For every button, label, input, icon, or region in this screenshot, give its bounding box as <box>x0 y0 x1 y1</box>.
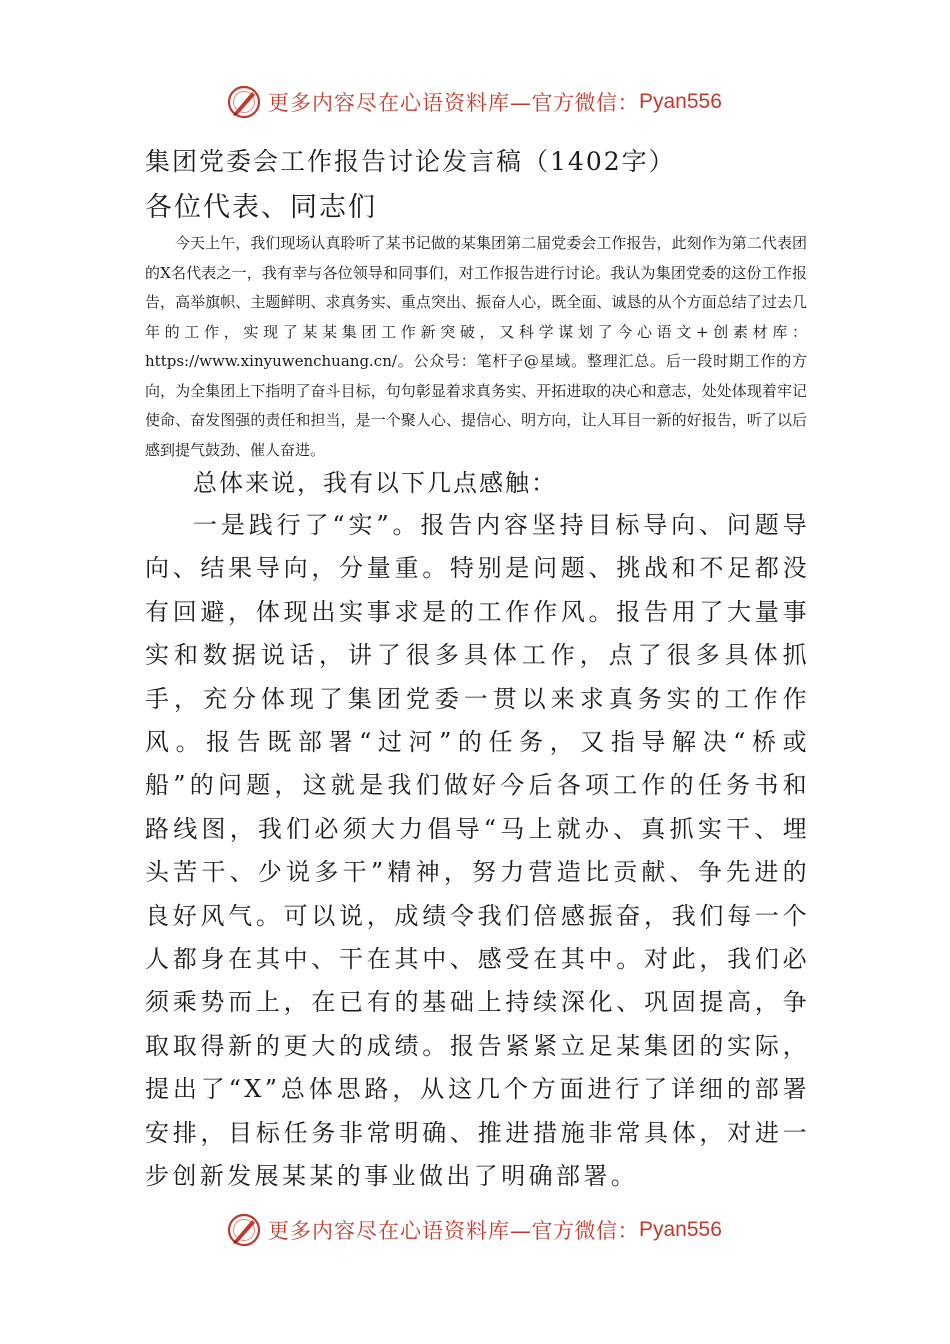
header-banner <box>226 82 722 122</box>
banner-wechat-id: Pyan556 <box>639 1218 722 1241</box>
lead-sentence: 总体来说，我有以下几点感触： <box>193 469 557 497</box>
banner-official-label: —官方微信： <box>510 1219 639 1243</box>
banner-tagline: 更多内容尽在心语资料库 <box>268 91 510 115</box>
point-one-paragraph: 一是践行了“实”。报告内容坚持目标导向、问题导向、结果导向，分量重。特别是问题、挑战和不足都没有回避，体现出实事求是的工作作风。报告用了大量事实和数据说话，讲了很多具体工作，点了很多具体抓手，充分体现了集团党委一贯以来求真务实的工作作风。报告既部署“过河”的任务，又指导解决“桥或船”的问题，这就是我们做好今后各项工作的任务书和路线图，我们必须大力倡导“马上就办、真抓实干、埋头苦干、少说多干”精神，努力营造比贡献、争先进的良好风气。可以说，成绩令我们倍感振奋，我们每一个人都身在其中、干在其中、感受在其中。对此，我们必须乘势而上，在已有的基础上持续深化、巩固提高，争取取得新的更大的成绩。报告紧紧立足某集团的实际，提出了“X”总体思路，从这几个方面进行了详细的部署安排，目标任务非常明确、推进措施非常具体，对进一步创新发展某某的事业做出了明确部署。 <box>145 511 810 1191</box>
document-title: 集团党委会工作报告讨论发言稿（1402字） <box>145 147 676 176</box>
banner-official-label: —官方微信： <box>510 91 639 115</box>
pen-logo-icon <box>226 84 262 120</box>
banner-wechat-id: Pyan556 <box>639 90 722 113</box>
footer-banner <box>226 1210 722 1250</box>
banner-tagline: 更多内容尽在心语资料库 <box>268 1219 510 1243</box>
pen-logo-icon <box>226 1212 262 1248</box>
salutation: 各位代表、同志们 <box>145 192 377 223</box>
intro-paragraph: 今天上午，我们现场认真聆听了某书记做的某集团第二届党委会工作报告，此刻作为第二代表团的X名代表之一，我有幸与各位领导和同事们，对工作报告进行讨论。我认为集团党委的这份工作报告，高举旗帜、主题鲜明、求真务实、重点突出、振奋人心，既全面、诚恳的从个方面总结了过去几年的工作，实现了某某集团工作新突破，又科学谋划了今心语文+创素材库：https://www.xinyuwenchuang.cn/。公众号：笔杆子@星域。整理汇总。后一段时期工作的方向，为全集团上下指明了奋斗目标，句句彰显着求真务实、开拓进取的决心和意志，处处体现着牢记使命、奋发图强的责任和担当，是一个聚人心、提信心、明方向，让人耳目一新的好报告，听了以后感到提气鼓劲、催人奋进。 <box>145 234 807 459</box>
